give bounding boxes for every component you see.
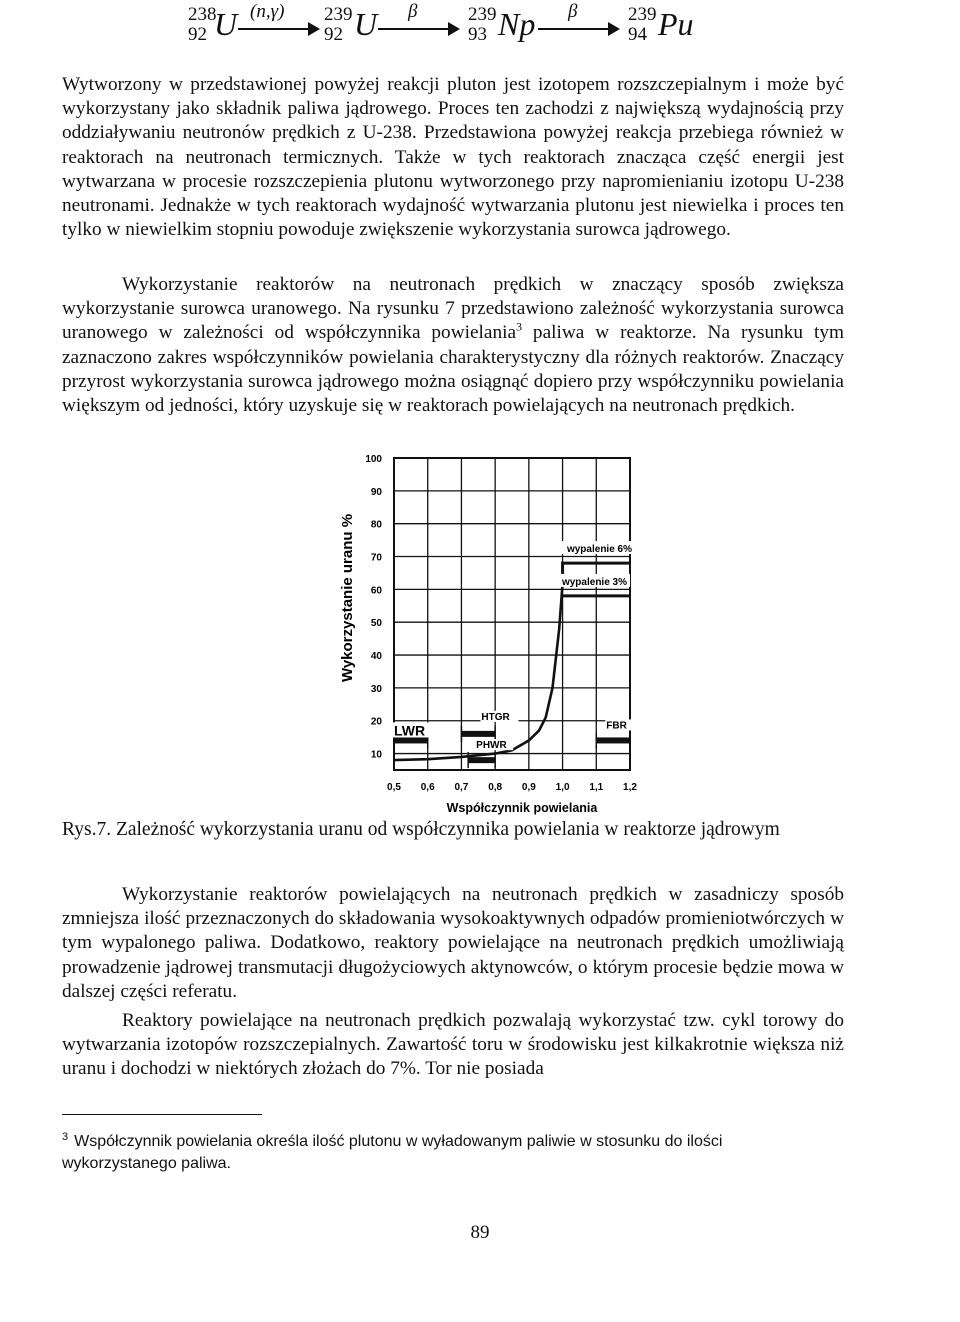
figure-chart bbox=[330, 448, 650, 818]
y-tick-label: 30 bbox=[370, 683, 382, 695]
range-label-fbr: FBR bbox=[606, 720, 627, 732]
x-tick-label: 0,6 bbox=[420, 782, 435, 793]
range-bar-fbr bbox=[596, 737, 630, 743]
mass-number: 239 bbox=[324, 4, 353, 25]
x-axis-label: Współczynnik powielania bbox=[446, 801, 598, 815]
element-symbol: Np bbox=[498, 6, 536, 42]
chart-svg bbox=[330, 448, 650, 818]
range-label-htgr: HTGR bbox=[481, 711, 510, 723]
page-number: 89 bbox=[470, 1222, 490, 1243]
plot-frame bbox=[394, 458, 630, 770]
range-bar-phwr bbox=[468, 757, 495, 763]
paragraph-2-text: Wykorzystanie reaktorów na neutronach prędkich w znaczący sposób zwiększa wykorzystanie surowca uranowego. Na rysunku 7 przedstawiono zależność wykorzystania surowca uranowego w zależności od współczynnika powielania bbox=[62, 274, 844, 344]
mass-number: 238 bbox=[188, 4, 217, 25]
reaction-arrow bbox=[378, 1, 458, 30]
mass-number: 239 bbox=[628, 4, 657, 25]
burnup-3-label: wypalenie 3% bbox=[561, 576, 627, 588]
x-tick-label: 1,2 bbox=[623, 782, 637, 793]
y-tick-label: 40 bbox=[370, 651, 382, 663]
element-symbol: Pu bbox=[658, 6, 694, 42]
footnote bbox=[62, 1131, 822, 1175]
beta-label: β bbox=[568, 1, 578, 22]
atomic-number: 92 bbox=[324, 24, 343, 45]
x-tick-label: 0,9 bbox=[521, 782, 536, 793]
nuclear-reaction-equation bbox=[188, 2, 728, 46]
atomic-number: 94 bbox=[628, 24, 647, 45]
y-tick-label: 80 bbox=[370, 519, 382, 531]
element-symbol: U bbox=[214, 6, 238, 42]
figure-caption: Rys.7. Zależność wykorzystania uranu od współczynnika powielania w reaktorze jądrowym bbox=[62, 819, 780, 840]
element-symbol: U bbox=[354, 6, 378, 42]
x-tick-label: 0,7 bbox=[454, 782, 469, 793]
reaction-arrow bbox=[538, 1, 618, 30]
y-tick-label: 10 bbox=[370, 749, 382, 761]
burnup-6-label: wypalenie 6% bbox=[566, 544, 632, 556]
x-tick-label: 0,8 bbox=[488, 782, 503, 793]
footnote-separator bbox=[62, 1114, 262, 1115]
atomic-number: 92 bbox=[188, 24, 207, 45]
y-tick-label: 70 bbox=[370, 552, 382, 564]
x-tick-label: 1,0 bbox=[555, 782, 570, 793]
y-tick-label: 60 bbox=[370, 585, 382, 597]
reaction-arrow bbox=[238, 1, 318, 30]
range-label-phwr: PHWR bbox=[476, 740, 507, 752]
x-tick-label: 1,1 bbox=[589, 782, 604, 793]
paragraph-2 bbox=[62, 273, 844, 418]
paragraph-2-text-cont: paliwa w reaktorze. Na rysunku tym zaznaczono zakres współczynników powielania charakterystyczny dla różnych reaktorów. Znaczący przyrost wykorzystania surowca jądrowego można osiągnąć dopiero przy współczynniku powielania większym od jedności, który uzyskuje się w reaktorach powielających na neutronach prędkich. bbox=[62, 322, 844, 417]
y-tick-label: 90 bbox=[370, 486, 382, 498]
footnote-reference: 3 bbox=[516, 319, 523, 334]
y-tick-label: 100 bbox=[365, 454, 382, 465]
paragraph-1: Wytworzony w przedstawionej powyżej reakcji pluton jest izotopem rozszczepialnym i może być wykorzystany jako składnik paliwa jądrowego. Proces ten zachodzi z największą wydajnością przy oddziaływaniu neutronów prędkich z U-238. Przedstawiona powyżej reakcja przebiega również w reaktorach na neutronach termicznych. Także w tych reaktorach znacząca część energii jest wytwarzana w procesie rozszczepienia plutonu wytworzonego przy napromienianiu izotopu U-238 neutronami. Jednakże w tych reaktorach wydajność wytwarzania plutonu jest niewielka i proces ten tylko w niewielkim stopniu powoduje zwiększenie wykorzystania surowca jądrowego. bbox=[62, 74, 844, 241]
paragraph-3: Wykorzystanie reaktorów powielających na neutronach prędkich w zasadniczy sposób zmniejsza ilość przeznaczonych do składowania wysokoaktywnych odpadów promieniotwórczych w tym wypalonego paliwa. Dodatkowo, reaktory powielające na neutronach prędkich umożliwiają prowadzenie jądrowej transmutacji długożyciowych aktynowców, o którym procesie będzie mowa w dalszej części referatu. bbox=[62, 884, 844, 1002]
footnote-mark: 3 bbox=[62, 1130, 69, 1143]
beta-label: β bbox=[408, 1, 418, 22]
y-tick-label: 20 bbox=[370, 716, 382, 728]
y-tick-label: 50 bbox=[370, 618, 382, 630]
reaction-label: (n,γ) bbox=[250, 1, 285, 22]
paragraph-4: Reaktory powielające na neutronach prędkich pozwalają wykorzystać tzw. cykl torowy do wytwarzania izotopów rozszczepialnych. Zawartość toru w środowisku jest kilkakrotnie większa niż uranu i dochodzi w niektórych złożach do 7%. Tor nie posiada bbox=[62, 1010, 844, 1080]
y-axis-label: Wykorzystanie uranu % bbox=[339, 513, 356, 683]
mass-number: 239 bbox=[468, 4, 497, 25]
range-label-lwr: LWR bbox=[394, 722, 426, 739]
x-tick-label: 0,5 bbox=[387, 782, 401, 793]
footnote-text: Współczynnik powielania określa ilość plutonu w wyładowanym paliwie w stosunku do ilości wykorzystanego paliwa. bbox=[62, 1133, 723, 1172]
range-bar-htgr bbox=[461, 731, 495, 737]
atomic-number: 93 bbox=[468, 24, 487, 45]
